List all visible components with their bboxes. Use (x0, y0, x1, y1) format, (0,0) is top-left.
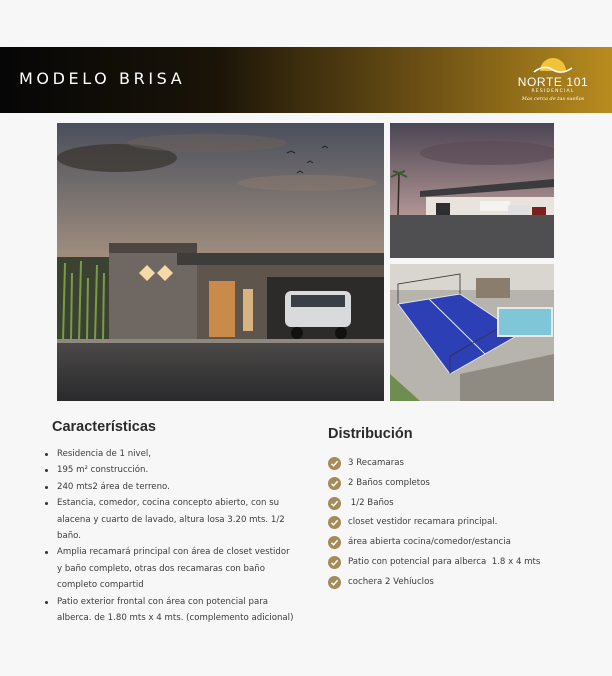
entrance-photo (390, 123, 554, 258)
model-title: MODELO BRISA (19, 69, 186, 88)
logo-name: NORTE 101 (517, 75, 589, 89)
brand-logo (508, 53, 598, 109)
padel-court-photo (390, 264, 554, 401)
check-circle-icon (328, 477, 341, 490)
list-item-continuation: alacena y cuarto de lavado, altura losa 3.20 mts. 1/2 (57, 514, 285, 525)
list-item (328, 574, 578, 594)
check-circle-icon (328, 536, 341, 549)
check-circle-icon (328, 576, 341, 589)
header-banner (0, 47, 612, 113)
list-item: 195 m² construcción. (42, 462, 310, 478)
list-item-label: Patio con potencial para alberca 1.8 x 4 mts (348, 556, 541, 567)
list-item (328, 495, 578, 515)
check-circle-icon (328, 457, 341, 470)
distribution-heading: Distribución (328, 426, 413, 442)
list-item (328, 554, 578, 574)
check-circle-icon (328, 497, 341, 510)
list-item (328, 534, 578, 554)
list-item (328, 455, 578, 475)
list-item-label: closet vestidor recamara principal. (348, 517, 498, 528)
list-item-continuation: baño. (57, 531, 82, 542)
check-circle-icon (328, 516, 341, 529)
list-item-continuation: completo compartid (57, 580, 144, 591)
logo-tagline: Mas cerca de tus sueños (521, 96, 585, 102)
list-item-label: área abierta cocina/comedor/estancia (348, 537, 511, 548)
list-item-label: 3 Recamaras (348, 458, 404, 468)
list-item: Residencia de 1 nivel, (42, 446, 310, 462)
list-item-label: 2 Baños completos (348, 477, 430, 488)
list-item (328, 514, 578, 534)
list-item: Estancia, comedor, cocina concepto abierto, con su (42, 495, 310, 511)
logo-subtitle: RESIDENCIAL (531, 89, 575, 94)
list-item-continuation: alberca. de 1.80 mts x 4 mts. (complemento adicional) (57, 613, 294, 624)
sun-wave-icon (532, 53, 574, 75)
check-circle-icon (328, 556, 341, 569)
list-item: 240 mts2 área de terreno. (42, 479, 310, 495)
list-item (328, 475, 578, 495)
list-item-continuation: y baño completo, otras dos recamaras con baño (57, 563, 265, 574)
list-item: Patio exterior frontal con área con potencial para (42, 594, 310, 610)
list-item: Amplia recamará principal con área de closet vestidor (42, 544, 310, 560)
distribution-list (328, 455, 578, 594)
list-item-label: cochera 2 Vehíuclos (348, 576, 434, 587)
list-item-label: 1/2 Baños (348, 497, 394, 508)
features-heading: Características (52, 419, 156, 435)
features-list (42, 446, 310, 626)
facade-photo (57, 123, 384, 401)
